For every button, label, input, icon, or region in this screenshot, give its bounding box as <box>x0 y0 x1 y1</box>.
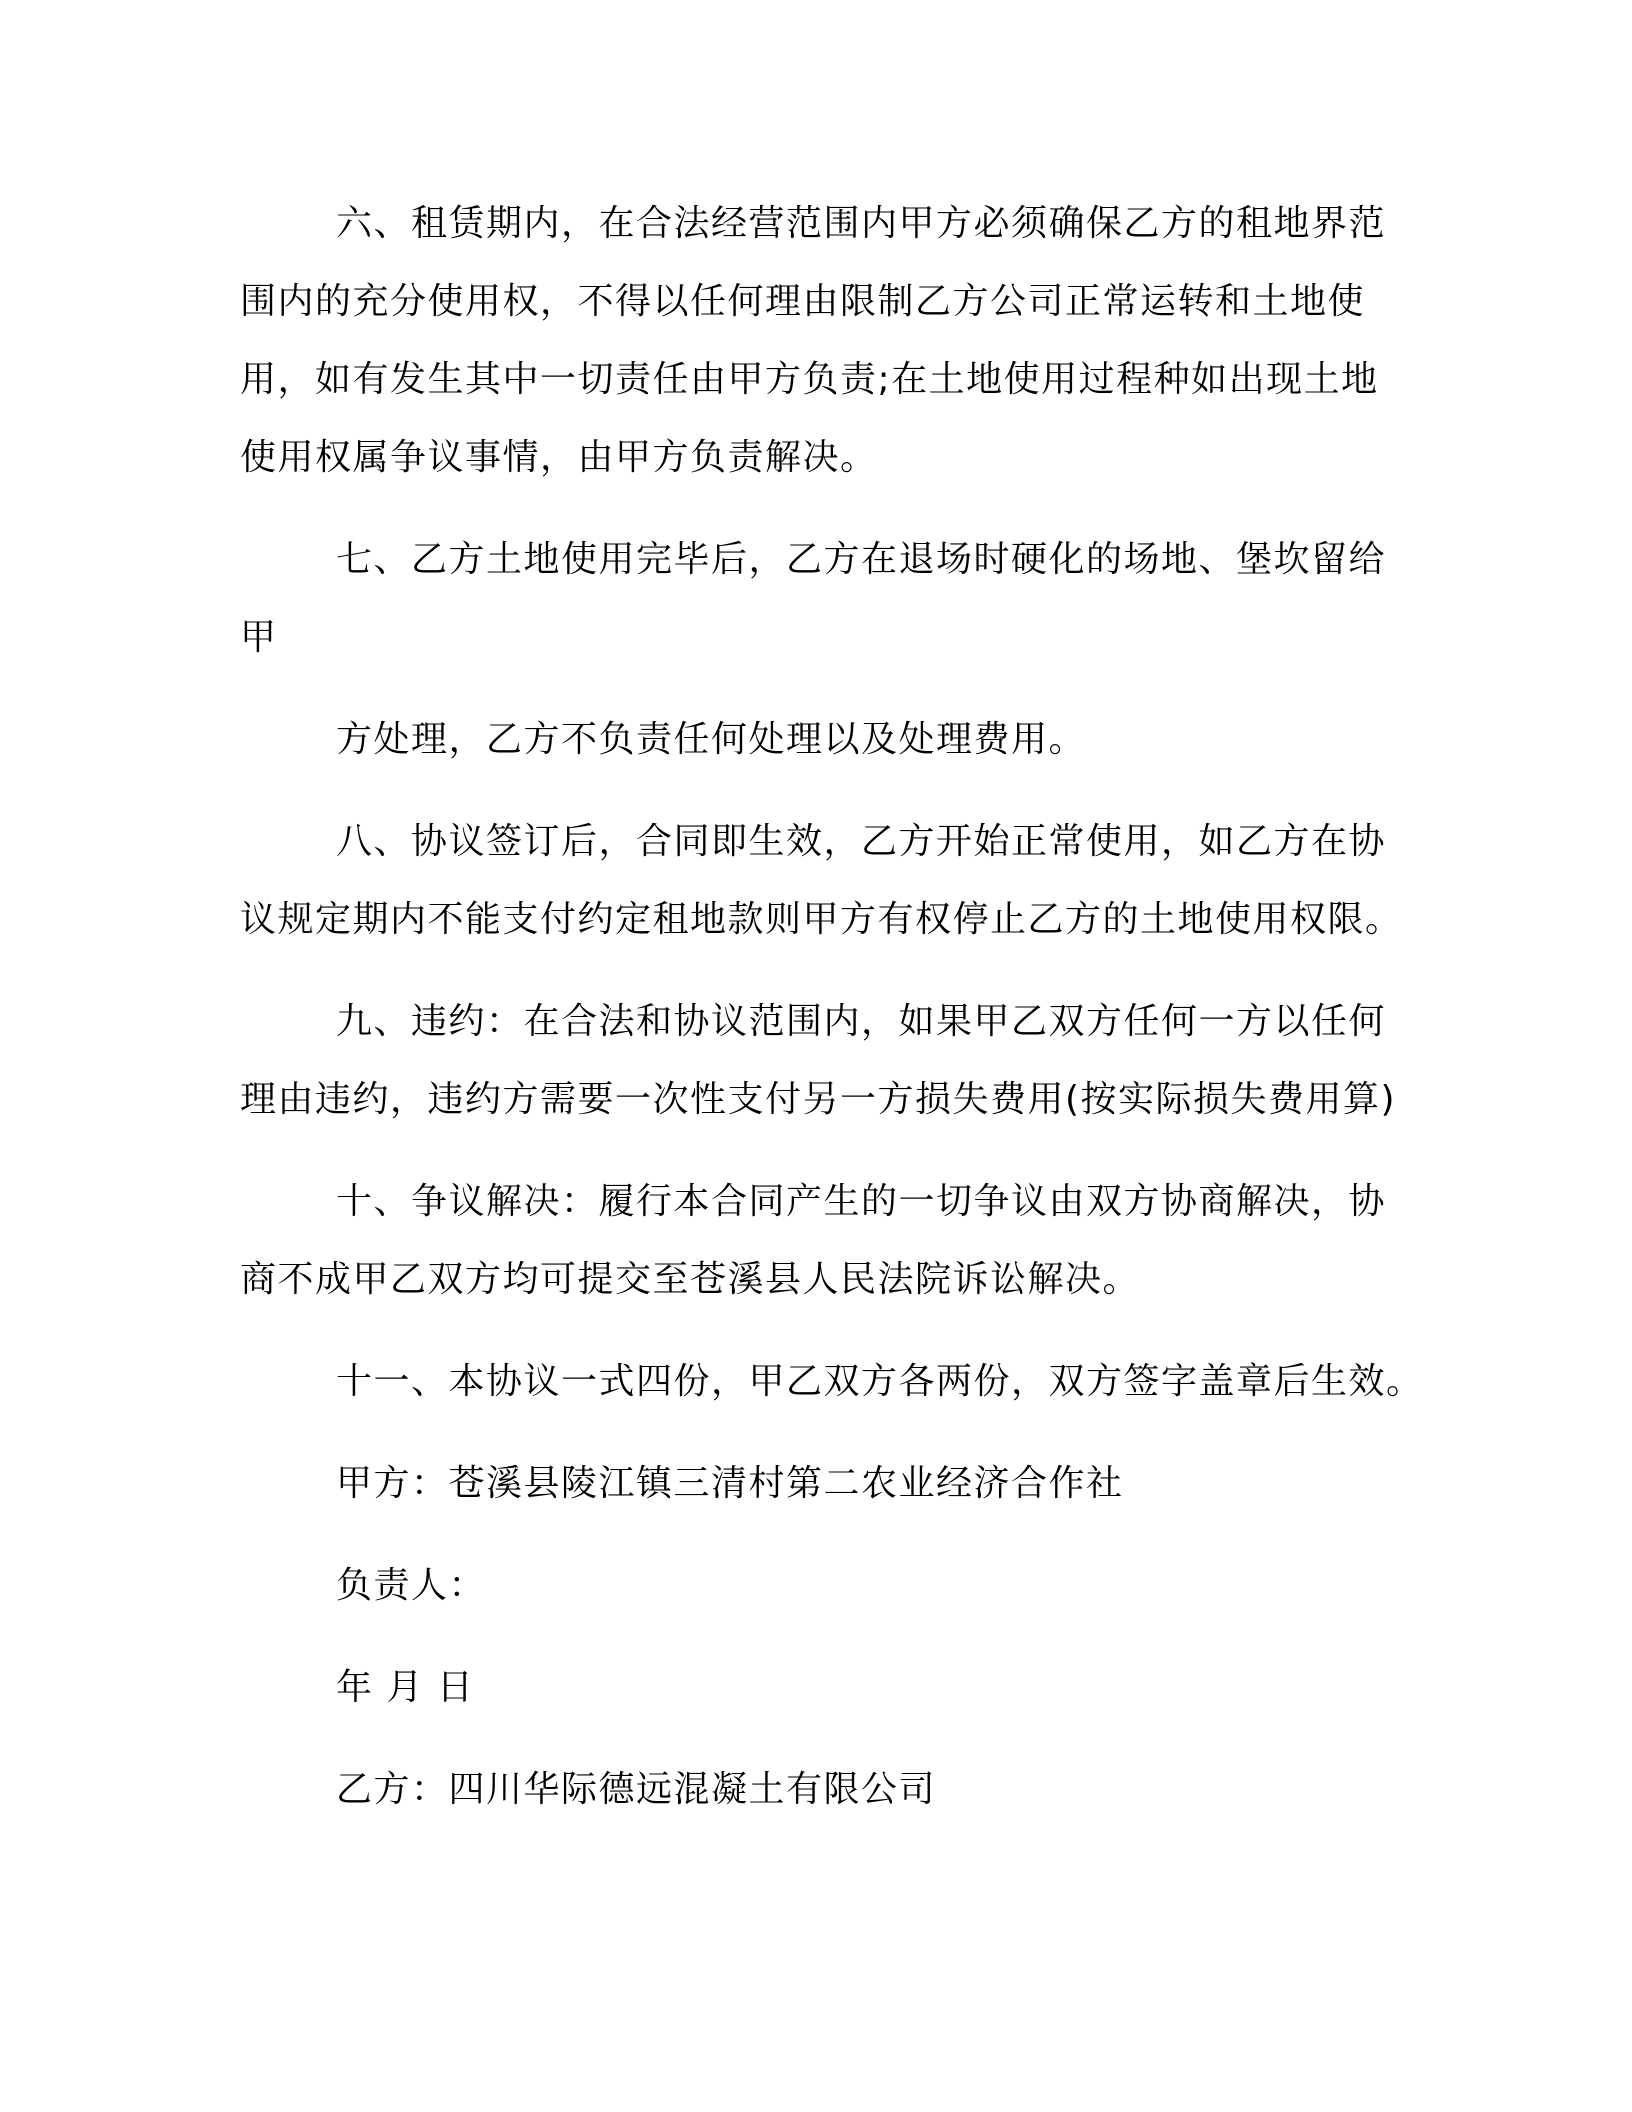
clause-eleven <box>240 1343 1424 1421</box>
clause-seven-continued <box>240 701 1380 779</box>
clause-six-line-3: 用，如有发生其中一切责任由甲方负责;在土地使用过程种如出现土地 <box>240 359 1379 400</box>
clause-eight-line-2: 议规定期内不能支付约定租地款则甲方有权停止乙方的土地使用权限。 <box>240 899 1403 940</box>
clause-seven-line-1: 七、乙方土地使用完毕后，乙方在退场时硬化的场地、堡坎留给 <box>336 539 1387 580</box>
clause-nine-line-1: 九、违约：在合法和协议范围内，如果甲乙双方任何一方以任何 <box>336 1001 1387 1042</box>
clause-eleven-line-1: 十一、本协议一式四份，甲乙双方各两份，双方签字盖章后生效。 <box>336 1361 1424 1402</box>
clause-ten <box>240 1163 1387 1319</box>
clause-nine-line-2: 理由违约，违约方需要一次性支付另一方损失费用(按实际损失费用算) <box>240 1079 1397 1120</box>
document-body <box>240 185 1424 1853</box>
party-a-signature: 甲方：苍溪县陵江镇三清村第二农业经济合作社 <box>336 1463 1124 1504</box>
clause-seven <box>240 521 1387 677</box>
clause-six-line-4: 使用权属争议事情，由甲方负责解决。 <box>240 437 878 478</box>
party-b-signature: 乙方：四川华际德远混凝土有限公司 <box>336 1769 937 1810</box>
clause-ten-line-1: 十、争议解决：履行本合同产生的一切争议由双方协商解决，协 <box>336 1181 1387 1222</box>
clause-ten-line-2: 商不成甲乙双方均可提交至苍溪县人民法院诉讼解决。 <box>240 1259 1141 1300</box>
clause-eight-line-1: 八、协议签订后，合同即生效，乙方开始正常使用，如乙方在协 <box>336 821 1387 862</box>
clause-seven-cont-line-1: 方处理，乙方不负责任何处理以及处理费用。 <box>336 719 1087 760</box>
clause-six <box>240 185 1387 497</box>
clause-nine <box>240 983 1397 1139</box>
responsible-person-label: 负责人： <box>336 1565 487 1606</box>
clause-six-line-1: 六、租赁期内，在合法经营范围内甲方必须确保乙方的租地界范 <box>336 203 1387 244</box>
clause-seven-line-2: 甲 <box>240 617 278 658</box>
signature-date: 年 月 日 <box>336 1667 475 1708</box>
clause-six-line-2: 围内的充分使用权，不得以任何理由限制乙方公司正常运转和土地使 <box>240 281 1366 322</box>
clause-eight <box>240 803 1403 959</box>
